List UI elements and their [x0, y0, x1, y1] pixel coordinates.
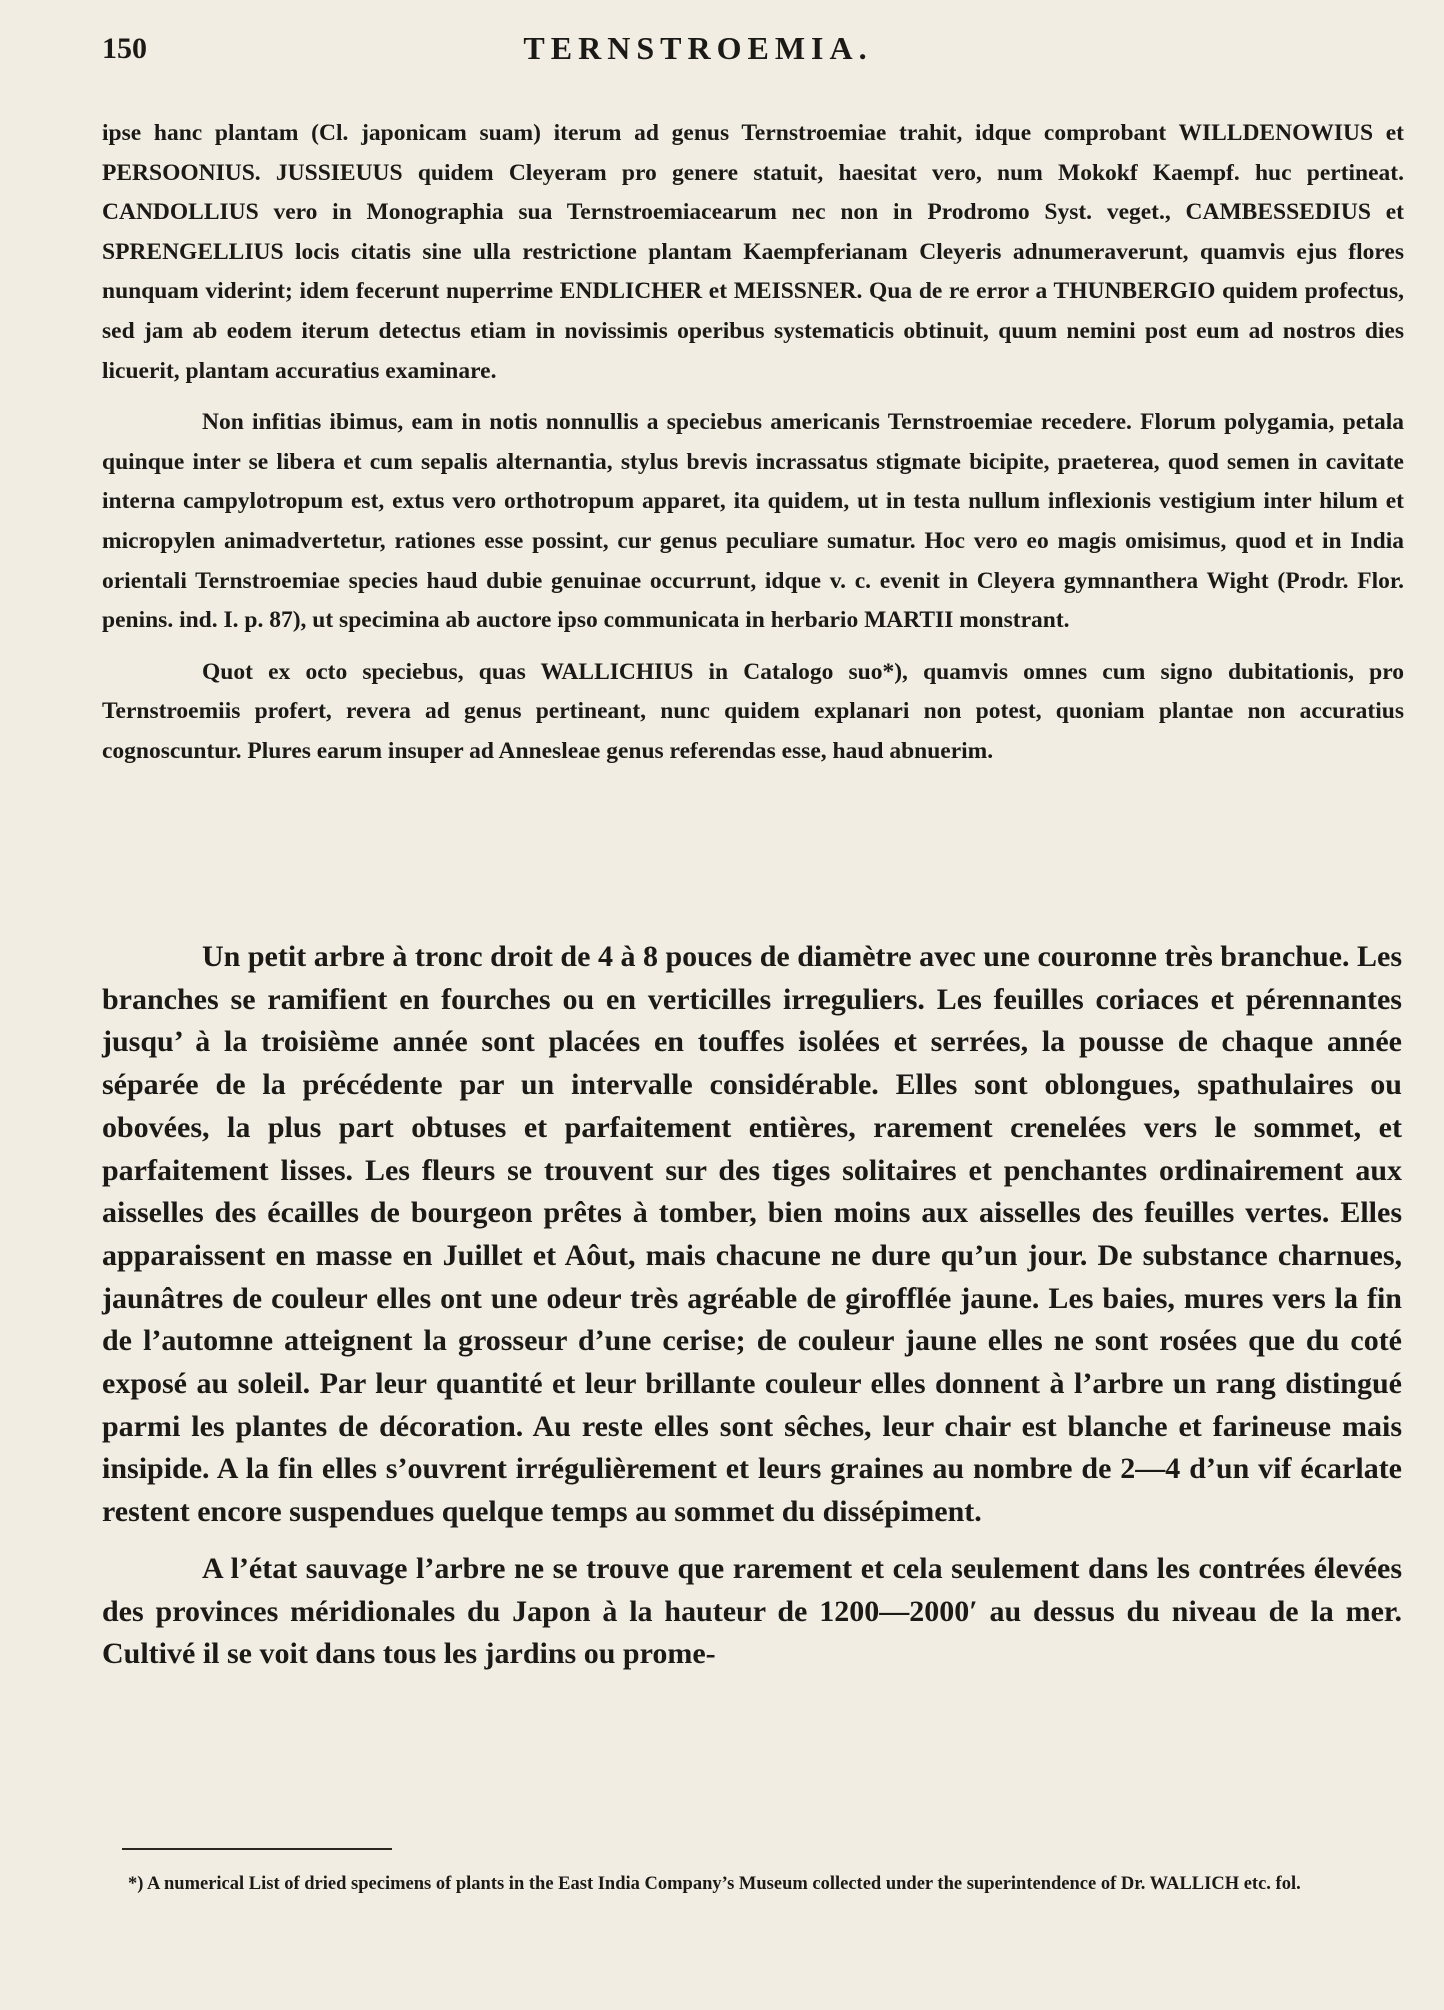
latin-paragraph-3: Quot ex octo speciebus, quas WALLICHIUS in Catalogo suo*), quamvis omnes cum signo dubitationis, pro Ternstroemiis profert, revera ad genus pertineant, nunc quidem explanari non potest, quoniam plantae non accuratius cognoscuntur. Plures earum insuper ad Annesleae genus referendas esse, haud abnuerim.: [102, 658, 1404, 764]
latin-text-block: [102, 114, 1404, 772]
latin-paragraph-2: Non infitias ibimus, eam in notis nonnullis a speciebus americanis Ternstroemiae recedere. Florum polygamia, petala quinque inter se libera et cum sepalis alternantia, stylus brevis incrassatus stigmate bicipite, praeterea, quod semen in cavitate interna campylotropum est, extus vero orthotropum apparet, ita quidem, ut in testa nullum inflexionis vestigium inter hilum et micropylen animadvertetur, rationes esse possint, cur genus peculiare sumatur. Hoc vero eo magis omisimus, quod et in India orientali Ternstroemiae species haud dubie genuinae occurrunt, idque v. c. evenit in Cleyera gymnanthera Wight (Prodr. Flor. penins. ind. I. p. 87), ut specimina ab auctore ipso communicata in herbario MARTII monstrant.: [102, 409, 1404, 634]
footnote-marker: *): [128, 1874, 144, 1894]
latin-paragraph-1: ipse hanc plantam (Cl. japonicam suam) iterum ad genus Ternstroemiae trahit, idque comprobant WILLDENOWIUS et PERSOONIUS. JUSSIEUUS quidem Cleyeram pro genere statuit, haesitat vero, num Mokokf Kaempf. huc pertineat. CANDOLLIUS vero in Monographia sua Ternstroemiacearum nec non in Prodromo Syst. veget., CAMBESSEDIUS et SPRENGELLIUS locis citatis sine ulla restrictione plantam Kaempferianam Cleyeris adnumeraverunt, quamvis ejus flores nunquam viderint; idem fecerunt nuperrime ENDLICHER et MEISSNER. Qua de re error a THUNBERGIO quidem profectus, sed jam ab eodem iterum detectus etiam in novissimis operibus systematicis obtinuit, quum nemini post eum ad nostros dies licuerit, plantam accuratius examinare.: [102, 120, 1404, 384]
french-text-block: [102, 936, 1402, 1676]
page-number: 150: [102, 32, 147, 65]
footnote: [128, 1868, 1398, 1901]
french-paragraph-2: A l’état sauvage l’arbre ne se trouve que rarement et cela seulement dans les contrées élevées des provinces méridionales du Japon à la hauteur de 1200—2000′ au dessus du niveau de la mer. Cultivé il se voit dans tous les jardins ou prome-: [102, 1551, 1402, 1671]
footnote-text: A numerical List of dried specimens of plants in the East India Company’s Museum collected under the superintendence of Dr. WALLICH etc. fol.: [147, 1874, 1301, 1894]
page-header: [102, 30, 1404, 74]
running-title: TERNSTROEMIA.: [523, 30, 873, 66]
footnote-rule: [122, 1848, 392, 1850]
french-paragraph-1: Un petit arbre à tronc droit de 4 à 8 pouces de diamètre avec une couronne très branchue. Les branches se ramifient en fourches ou en verticilles irreguliers. Les feuilles coriaces et pérennantes jusqu’ à la troisième année sont placées en touffes isolées et serrées, la pousse de chaque année séparée de la précédente par un intervalle considérable. Elles sont oblongues, spathulaires ou obovées, la plus part obtuses et parfaitement entières, rarement crenelées vers le sommet, et parfaitement lisses. Les fleurs se trouvent sur des tiges solitaires et penchantes ordinairement aux aisselles des écailles de bourgeon prêtes à tomber, bien moins aux aisselles des feuilles vertes. Elles apparaissent en masse en Juillet et Aôut, mais chacune ne dure qu’un jour. De substance charnues, jaunâtres de couleur elles ont une odeur très agréable de girofflée jaune. Les baies, mures vers la fin de l’automne atteignent la grosseur d’une cerise; de couleur jaune elles ne sont rosées que du coté exposé au soleil. Par leur quantité et leur brillante couleur elles donnent à l’arbre un rang distingué parmi les plantes de décoration. Au reste elles sont sêches, leur chair est blanche et farineuse mais insipide. A la fin elles s’ouvrent irrégulièrement et leurs graines au nombre de 2—4 d’un vif écarlate restent encore suspendues quelque temps au sommet du dissépiment.: [102, 940, 1402, 1529]
